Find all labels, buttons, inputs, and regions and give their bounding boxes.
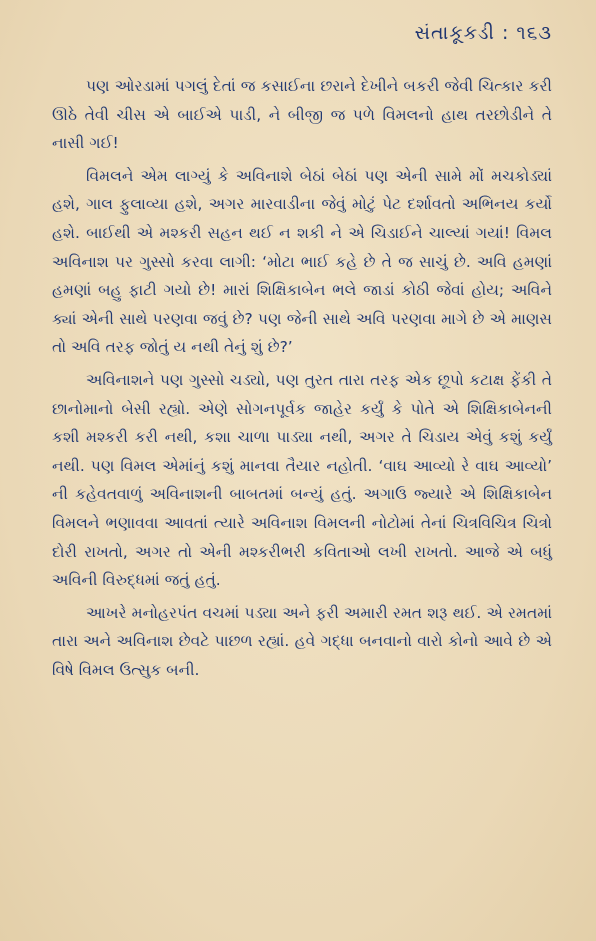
- paragraph-4: આખરે મનોહરપંત વચમાં પડ્યા અને ફરી અમારી રમત શરૂ થઈ. એ રમતમાં તારા અને અવિનાશ છેવટે પાછળ રહ્યાં. હવે ગદ્ધા બનવાનો વારો કોનો આવે છે એ વિષે વિમલ ઉત્સુક બની.: [52, 603, 552, 679]
- body-text: [52, 72, 552, 688]
- paragraph-2: વિમલને એમ લાગ્યું કે અવિનાશે બેઠાં બેઠાં પણ એની સામે મોં મચકોડ્યાં હશે, ગાલ ફુલાવ્યા હશે, અગર મારવાડીના જેવું મોટું પેટ દર્શાવતો અભિનય કર્યો હશે. બાઈથી એ મશ્કરી સહન થઈ ન શકી ને એ ચિડાઈને ચાલ્યાં ગયાં! વિમલ અવિનાશ પર ગુસ્સો કરવા લાગી: ‘મોટા ભાઈ કહે છે તે જ સાચું છે. અવિ હમણાં હમણાં બહુ ફાટી ગયો છે! મારાં શિક્ષિકાબેન ભલે જાડાં કોઠી જેવાં હોય; અવિને ક્યાં એની સાથે પરણવા જવું છે? પણ જેની સાથે અવિ પરણવા માગે છે એ માણસ તો અવિ તરફ જોતું ય નથી તેનું શું છે?’: [52, 166, 552, 357]
- running-head-page-number: સંતાકૂકડી : ૧૬૩: [414, 22, 552, 44]
- paragraph-3: અવિનાશને પણ ગુસ્સો ચડ્યો, પણ તુરત તારા તરફ એક છૂપો કટાક્ષ ફેંકી તે છાનોમાનો બેસી રહ્યો. એણે સોગનપૂર્વક જાહેર કર્યું કે પોતે એ શિક્ષિકાબેનની કશી મશ્કરી કરી નથી, કશા ચાળા પાડ્યા નથી, અગર તે ચિડાય એવું કશું કર્યું નથી. પણ વિમલ એમાંનું કશું માનવા તૈયાર નહોતી. ‘વાઘ આવ્યો રે વાઘ આવ્યો’ ની કહેવતવાળું અવિનાશની બાબતમાં બન્યું હતું. અગાઉ જ્યારે એ શિક્ષિકાબેન વિમલને ભણાવવા આવતાં ત્યારે અવિનાશ વિમલની નોટોમાં તેનાં ચિત્રવિચિત્ર ચિત્રો દોરી રાખતો, અગર તો એની મશ્કરીભરી કવિતાઓ લખી રાખતો. આજે એ બધું અવિની વિરુદ્ધમાં જતું હતું.: [52, 370, 552, 590]
- paragraph-1: પણ ઓરડામાં પગલું દેતાં જ કસાઈના છરાને દેખીને બકરી જેવી ચિત્કાર કરી ઊઠે તેવી ચીસ એ બાઈએ પાડી, ને બીજી જ પળે વિમલનો હાથ તરછોડીને તે નાસી ગઈ!: [52, 77, 552, 153]
